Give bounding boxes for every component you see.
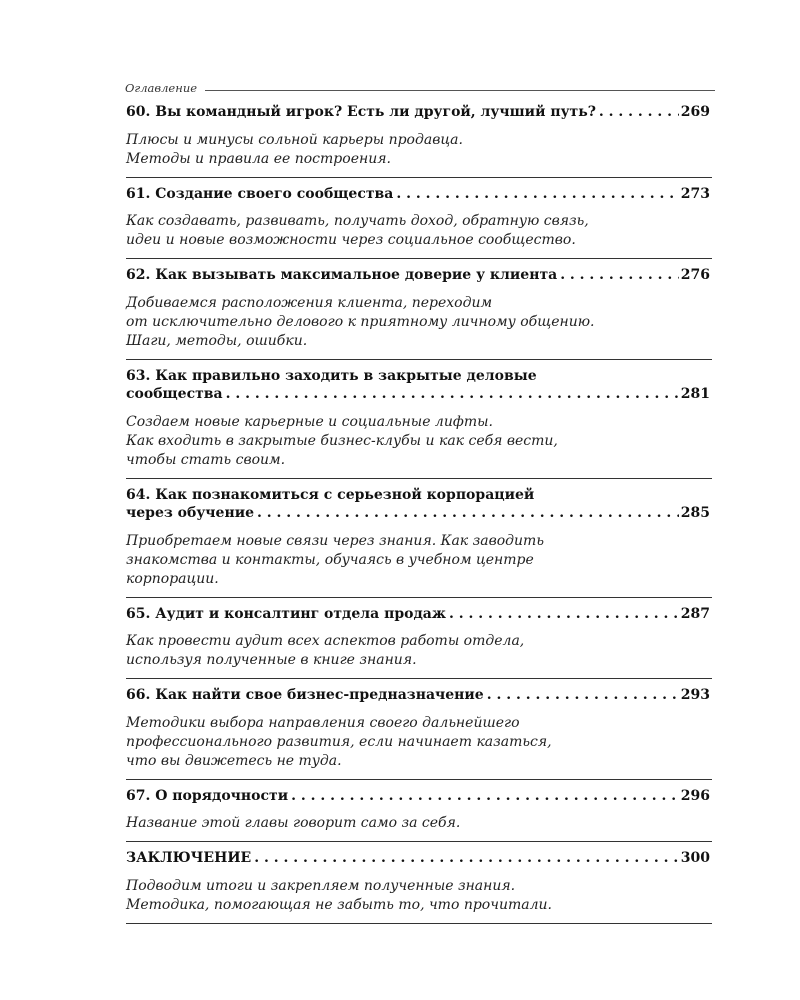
description-line: Методики выбора направления своего дальнейшего: [126, 714, 520, 731]
toc-entry-page-number: 281: [680, 386, 710, 402]
toc-entry-title: 67. О порядочности: [126, 787, 289, 804]
toc-entry-description: [126, 714, 710, 771]
toc-entry-title: 66. Как найти свое бизнес-предназначение: [126, 687, 484, 703]
toc-entry-page-number: 296: [680, 787, 710, 804]
description-line: что вы движетесь не туда.: [126, 752, 342, 769]
description-line: профессионального развития, если начинает казаться,: [126, 733, 552, 750]
entry-separator: [126, 923, 712, 924]
toc-entry-line: [126, 849, 710, 868]
description-line: Добиваемся расположения клиента, переходим: [126, 294, 493, 311]
toc-entry-line: [126, 686, 710, 705]
toc-entry-title: ЗАКЛЮЧЕНИЕ: [126, 850, 252, 866]
toc-entry-description: [126, 632, 710, 670]
entry-separator: [126, 177, 712, 178]
toc-entry-line: [126, 266, 710, 285]
toc-entry: [126, 185, 710, 260]
description-line: Методика, помогающая не забыть то, что прочитали.: [126, 896, 552, 913]
description-line: Название этой главы говорит само за себя.: [126, 815, 461, 831]
toc-entry: [126, 605, 710, 680]
toc-entry-line: [126, 385, 710, 404]
toc-entry-line: [126, 787, 710, 806]
toc-entry-page-number: 300: [680, 850, 710, 866]
description-line: чтобы стать своим.: [126, 451, 286, 468]
dot-leader: [487, 686, 679, 705]
toc-entry-title-line: 64. Как познакомиться с серьезной корпорацией: [126, 486, 535, 503]
table-of-contents: [126, 103, 710, 931]
toc-entry-page-number: 285: [680, 505, 710, 521]
toc-entry-description: [126, 294, 710, 351]
dot-leader: [396, 185, 678, 204]
toc-entry: [126, 367, 710, 479]
description-line: Шаги, методы, ошибки.: [126, 332, 308, 349]
toc-entry: [126, 849, 710, 924]
toc-entry-description: [126, 212, 710, 250]
description-line: идеи и новые возможности через социальное сообщество.: [126, 232, 576, 248]
description-line: Приобретаем новые связи через знания. Как заводить: [126, 532, 544, 549]
toc-entry-description: [126, 532, 710, 589]
entry-separator: [126, 597, 712, 598]
description-line: Плюсы и минусы сольной карьеры продавца.: [126, 131, 463, 148]
toc-entry-line: [126, 103, 710, 122]
toc-entry-description: [126, 877, 710, 915]
toc-entry-title: сообщества: [126, 386, 223, 402]
toc-entry: [126, 103, 710, 178]
description-line: Подводим итоги и закрепляем полученные знания.: [126, 877, 516, 894]
toc-entry: [126, 787, 710, 843]
toc-entry-line: [126, 605, 710, 624]
description-line: знакомства и контакты, обучаясь в учебном центре: [126, 551, 534, 568]
entry-separator: [126, 359, 712, 360]
dot-leader: [560, 266, 679, 285]
toc-entry-page-number: 273: [680, 185, 710, 202]
toc-entry-title: 60. Вы командный игрок? Есть ли другой, лучший путь?: [126, 104, 596, 120]
toc-entry: [126, 686, 710, 780]
entry-separator: [126, 779, 712, 780]
toc-entry-title: 62. Как вызывать максимальное доверие у клиента: [126, 267, 558, 283]
toc-entry-description: [126, 814, 710, 833]
header-label: Оглавление: [125, 81, 198, 95]
entry-separator: [126, 478, 712, 479]
toc-entry-page-number: 287: [680, 605, 710, 622]
description-line: от исключительно делового к приятному личному общению.: [126, 313, 595, 330]
toc-entry-title: 65. Аудит и консалтинг отдела продаж: [126, 605, 447, 622]
description-line: Как входить в закрытые бизнес-клубы и как себя вести,: [126, 432, 558, 449]
description-line: используя полученные в книге знания.: [126, 652, 417, 668]
dot-leader: [449, 605, 679, 624]
dot-leader: [226, 385, 679, 404]
dot-leader: [599, 103, 679, 122]
toc-entry-line: [126, 504, 710, 523]
toc-entry-page-number: 276: [680, 267, 710, 283]
dot-leader: [254, 849, 679, 868]
description-line: Создаем новые карьерные и социальные лифты.: [126, 413, 493, 430]
dot-leader: [257, 504, 679, 523]
header-rule: [205, 90, 715, 91]
toc-entry-description: [126, 413, 710, 470]
description-line: Методы и правила ее построения.: [126, 150, 391, 167]
toc-entry-title: 61. Создание своего сообщества: [126, 185, 394, 202]
toc-entry-page-number: 293: [680, 687, 710, 703]
running-header: [125, 79, 715, 95]
toc-entry-title: через обучение: [126, 505, 254, 521]
description-line: Как провести аудит всех аспектов работы отдела,: [126, 633, 525, 649]
entry-separator: [126, 258, 712, 259]
dot-leader: [291, 787, 679, 806]
description-line: корпорации.: [126, 570, 219, 587]
entry-separator: [126, 841, 712, 842]
toc-entry-line: [126, 185, 710, 204]
toc-entry-title-line: 63. Как правильно заходить в закрытые деловые: [126, 367, 537, 384]
toc-entry-page-number: 269: [680, 104, 710, 120]
toc-entry: [126, 486, 710, 598]
entry-separator: [126, 678, 712, 679]
description-line: Как создавать, развивать, получать доход, обратную связь,: [126, 213, 589, 229]
toc-entry-description: [126, 131, 710, 169]
toc-entry: [126, 266, 710, 360]
